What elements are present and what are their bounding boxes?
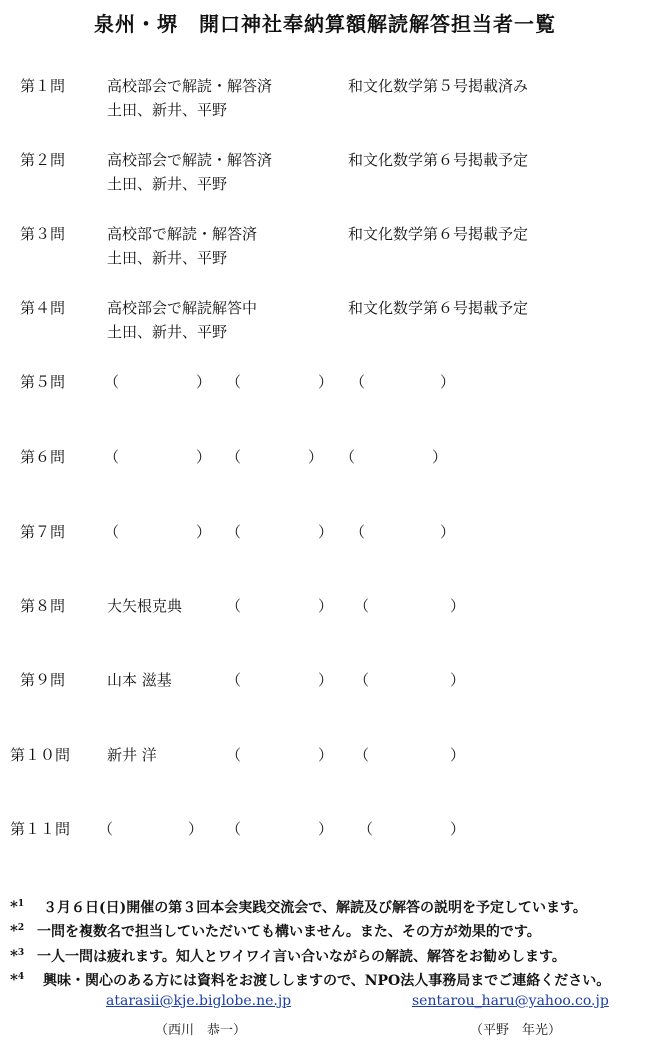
- q1-label: 第１問: [20, 77, 66, 95]
- q9-label: 第９問: [20, 671, 66, 689]
- q11-slot-open: （: [98, 820, 114, 838]
- footnote-1: [10, 894, 587, 918]
- q5-slot-close: ）: [318, 373, 334, 391]
- q7-label: 第７問: [20, 523, 66, 541]
- footnote-mark: *: [10, 897, 18, 916]
- q6-slot-open: （: [226, 448, 242, 466]
- q8-slot-open: （: [354, 597, 370, 615]
- q7-slot-close: ）: [318, 523, 334, 541]
- q10-label: 第１０問: [10, 746, 71, 764]
- page-title: 泉州・堺 開口神社奉納算額解読解答担当者一覧: [94, 12, 556, 36]
- q5-slot-close: ）: [196, 373, 212, 391]
- contact-email-link[interactable]: atarasii@kje.biglobe.ne.jp: [106, 993, 292, 1009]
- q10-slot-open: （: [226, 746, 242, 764]
- q7-slot-open: （: [226, 523, 242, 541]
- q9-slot-close: ）: [450, 671, 466, 689]
- q1-members: 土田、新井、平野: [107, 101, 228, 119]
- q9-slot-open: （: [226, 671, 242, 689]
- q2-members: 土田、新井、平野: [107, 175, 228, 193]
- q6-slot-close: ）: [432, 448, 448, 466]
- q7-slot-open: （: [350, 523, 366, 541]
- footnote-mark: *: [10, 946, 18, 965]
- q2-label: 第２問: [20, 151, 66, 169]
- footnote-number: 2: [17, 923, 25, 933]
- q5-slot-open: （: [104, 373, 120, 391]
- q8-slot-open: （: [226, 597, 242, 615]
- q6-slot-close: ）: [308, 448, 324, 466]
- q7-slot-close: ）: [196, 523, 212, 541]
- q6-slot-open: （: [104, 448, 120, 466]
- q10-slot-close: ）: [318, 746, 334, 764]
- q5-slot-close: ）: [440, 373, 456, 391]
- q3-status: 高校部で解読・解答済: [107, 225, 258, 243]
- q1-publication: 和文化数学第５号掲載済み: [348, 77, 529, 95]
- q2-status: 高校部会で解読・解答済: [107, 151, 273, 169]
- q10-slot-close: ）: [450, 746, 466, 764]
- footnote-4: [10, 967, 610, 991]
- q4-label: 第４問: [20, 299, 66, 317]
- q10-assignee: 新井 洋: [107, 746, 157, 764]
- q9-slot-close: ）: [318, 671, 334, 689]
- q6-slot-close: ）: [196, 448, 212, 466]
- footnote-number: 3: [17, 948, 25, 958]
- q8-assignee: 大矢根克典: [107, 597, 183, 615]
- q9-assignee: 山本 滋基: [107, 671, 172, 689]
- contact-name: （平野 年光）: [470, 1023, 562, 1038]
- q11-slot-open: （: [226, 820, 242, 838]
- q11-slot-close: ）: [450, 820, 466, 838]
- q3-publication: 和文化数学第６号掲載予定: [348, 225, 529, 243]
- q6-slot-open: （: [340, 448, 356, 466]
- q11-label: 第１１問: [10, 820, 71, 838]
- q4-members: 土田、新井、平野: [107, 323, 228, 341]
- footnote-2: [10, 918, 541, 942]
- footnote-3: [10, 943, 566, 967]
- q4-publication: 和文化数学第６号掲載予定: [348, 299, 529, 317]
- q9-slot-open: （: [354, 671, 370, 689]
- footnote-mark: *: [10, 970, 18, 989]
- footnote-number: 1: [17, 899, 25, 909]
- q8-label: 第８問: [20, 597, 66, 615]
- footnote-mark: *: [10, 921, 18, 940]
- q11-slot-close: ）: [318, 820, 334, 838]
- q5-label: 第５問: [20, 373, 66, 391]
- footnote-text: 一人一問は疲れます。知人とワイワイ言い合いながらの解読、解答をお勧めします。: [37, 948, 566, 965]
- q10-slot-open: （: [354, 746, 370, 764]
- footnote-text: 興味・関心のある方には資料をお渡ししますので、NPO法人事務局までご連絡ください。: [43, 972, 611, 989]
- contact-name: （西川 恭一）: [155, 1023, 247, 1038]
- footnote-number: 4: [17, 972, 25, 982]
- q1-status: 高校部会で解読・解答済: [107, 77, 273, 95]
- q3-label: 第３問: [20, 225, 66, 243]
- q11-slot-open: （: [358, 820, 374, 838]
- q11-slot-close: ）: [188, 820, 204, 838]
- q5-slot-open: （: [226, 373, 242, 391]
- q7-slot-close: ）: [440, 523, 456, 541]
- q2-publication: 和文化数学第６号掲載予定: [348, 151, 529, 169]
- q4-status: 高校部会で解読解答中: [107, 299, 258, 317]
- contact-email-link[interactable]: sentarou_haru@yahoo.co.jp: [412, 993, 609, 1009]
- q6-label: 第６問: [20, 448, 66, 466]
- q8-slot-close: ）: [318, 597, 334, 615]
- q8-slot-close: ）: [450, 597, 466, 615]
- q7-slot-open: （: [104, 523, 120, 541]
- q3-members: 土田、新井、平野: [107, 249, 228, 267]
- q5-slot-open: （: [350, 373, 366, 391]
- footnote-text: 一問を複数名で担当していただいても構いません。また、その方が効果的です。: [37, 923, 541, 940]
- footnote-text: ３月６日(日)開催の第３回本会実践交流会で、解読及び解答の説明を予定しています。: [43, 899, 587, 916]
